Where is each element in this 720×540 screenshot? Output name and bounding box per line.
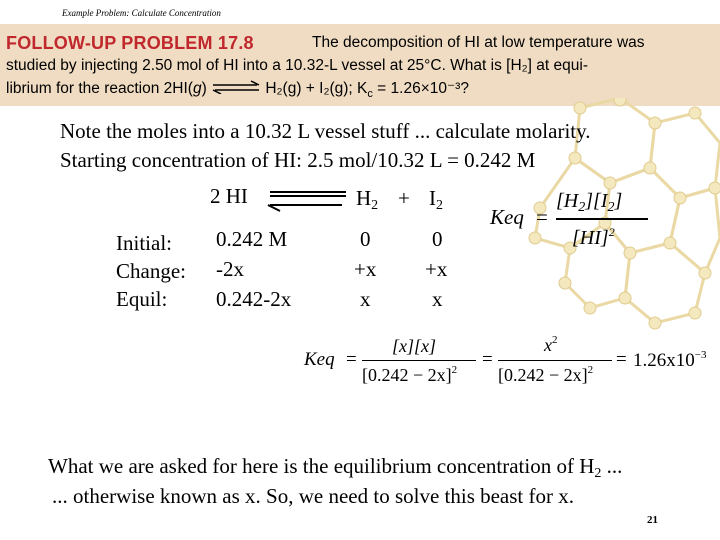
keq-solution-den2-text: [0.242 − 2x] bbox=[498, 365, 588, 385]
keq-solution-eq1: = bbox=[346, 349, 357, 370]
row-label-change: Change: bbox=[116, 259, 186, 283]
keq-den-exp: 2 bbox=[608, 225, 615, 239]
banner-equilibrium-arrows-icon bbox=[211, 80, 261, 94]
keq-solution-num2-exp: 2 bbox=[552, 334, 558, 346]
note-line-2: Starting concentration of HI: 2.5 mol/10.32 L = 0.242 M bbox=[60, 148, 536, 172]
product-h-sub: 2 bbox=[371, 198, 379, 213]
keq-solution-value bbox=[633, 349, 706, 372]
keq-solution-label: Keq bbox=[304, 349, 335, 370]
keq-solution-num1: [x][x] bbox=[392, 336, 436, 356]
keq-solution-eq2: = bbox=[482, 349, 493, 370]
h2-initial: 0 bbox=[360, 227, 371, 251]
keq-solution-den2-exp: 2 bbox=[587, 364, 594, 376]
banner-label: FOLLOW-UP PROBLEM 17.8 bbox=[6, 33, 254, 53]
product-i-sub: 2 bbox=[436, 198, 443, 213]
keq-num-h: H bbox=[563, 190, 579, 212]
keq-equals: = bbox=[536, 205, 548, 229]
banner-line-1: The decomposition of HI at low temperature was bbox=[312, 34, 645, 51]
banner-line-3 bbox=[6, 79, 469, 100]
keq-solution-eq3: = bbox=[616, 349, 627, 370]
keq-solution-bar2 bbox=[498, 360, 612, 361]
keq-solution-den1 bbox=[362, 364, 457, 386]
h2-change: +x bbox=[354, 257, 377, 281]
keq-solution-num2 bbox=[544, 334, 558, 356]
page-number: 21 bbox=[647, 514, 658, 526]
keq-solution-den1-exp: 2 bbox=[451, 364, 458, 376]
keq-num-i-sub: 2 bbox=[607, 200, 615, 215]
keq-solution-value-exp: −3 bbox=[694, 349, 707, 361]
hi-change: -2x bbox=[216, 257, 244, 281]
keq-num-i: I bbox=[600, 190, 608, 212]
reaction-plus: + bbox=[398, 186, 410, 210]
i2-equil: x bbox=[432, 287, 443, 311]
i2-initial: 0 bbox=[432, 227, 443, 251]
row-label-equil: Equil: bbox=[116, 287, 168, 311]
banner-line-3-g: g bbox=[192, 80, 202, 97]
keq-fraction-bar bbox=[556, 218, 648, 220]
product-i: I bbox=[429, 186, 436, 210]
banner-line-3-prefix: librium for the reaction 2HI( bbox=[6, 80, 193, 97]
banner-line-3-kc: c bbox=[367, 88, 373, 101]
keq-num-h-sub: 2 bbox=[578, 200, 586, 215]
banner-line-3-end: = 1.26×10⁻³? bbox=[372, 80, 469, 97]
banner-line-3-suffix: H₂(g) + I₂(g); K bbox=[261, 80, 368, 97]
keq-denominator: [HI]$^2$ bbox=[572, 225, 615, 249]
hi-equil: 0.242-2x bbox=[216, 287, 292, 311]
reaction-product-h2 bbox=[356, 186, 378, 214]
keq-solution-num2-x: x bbox=[544, 335, 552, 355]
banner-line-3-mid: ) bbox=[201, 80, 212, 97]
keq-den-hi: HI bbox=[579, 227, 601, 249]
keq-label: Keq bbox=[490, 205, 524, 229]
product-h: H bbox=[356, 186, 372, 210]
conclusion-line-2: ... otherwise known as x. So, we need to solve this beast for x. bbox=[52, 484, 574, 508]
keq-solution-den1-text: [0.242 − 2x] bbox=[362, 365, 452, 385]
h2-equil: x bbox=[360, 287, 371, 311]
conclusion-line-1-sub: 2 bbox=[594, 466, 602, 481]
conclusion-line-1 bbox=[48, 454, 622, 482]
keq-solution-value-text: 1.26x10 bbox=[633, 350, 695, 371]
equilibrium-arrows-icon bbox=[266, 188, 350, 212]
slide-subtitle: Example Problem: Calculate Concentration bbox=[62, 8, 221, 18]
hi-initial: 0.242 M bbox=[216, 227, 288, 251]
conclusion-line-1-end: ... bbox=[601, 454, 623, 478]
keq-solution-bar1 bbox=[362, 360, 476, 361]
reaction-product-i2 bbox=[429, 186, 443, 214]
keq-solution-den2 bbox=[498, 364, 593, 386]
conclusion-line-1-text: What we are asked for here is the equilibrium concentration of H bbox=[48, 454, 595, 478]
reaction-reactant: 2 HI bbox=[210, 184, 248, 208]
i2-change: +x bbox=[425, 257, 448, 281]
keq-numerator: $[H_2][I_2]$ bbox=[556, 190, 623, 215]
banner-line-2: studied by injecting 2.50 mol of HI into a 10.32-L vessel at 25°C. What is [H₂] at equi- bbox=[6, 57, 588, 74]
row-label-initial: Initial: bbox=[116, 231, 172, 255]
note-line-1: Note the moles into a 10.32 L vessel stuff ... calculate molarity. bbox=[60, 119, 591, 143]
